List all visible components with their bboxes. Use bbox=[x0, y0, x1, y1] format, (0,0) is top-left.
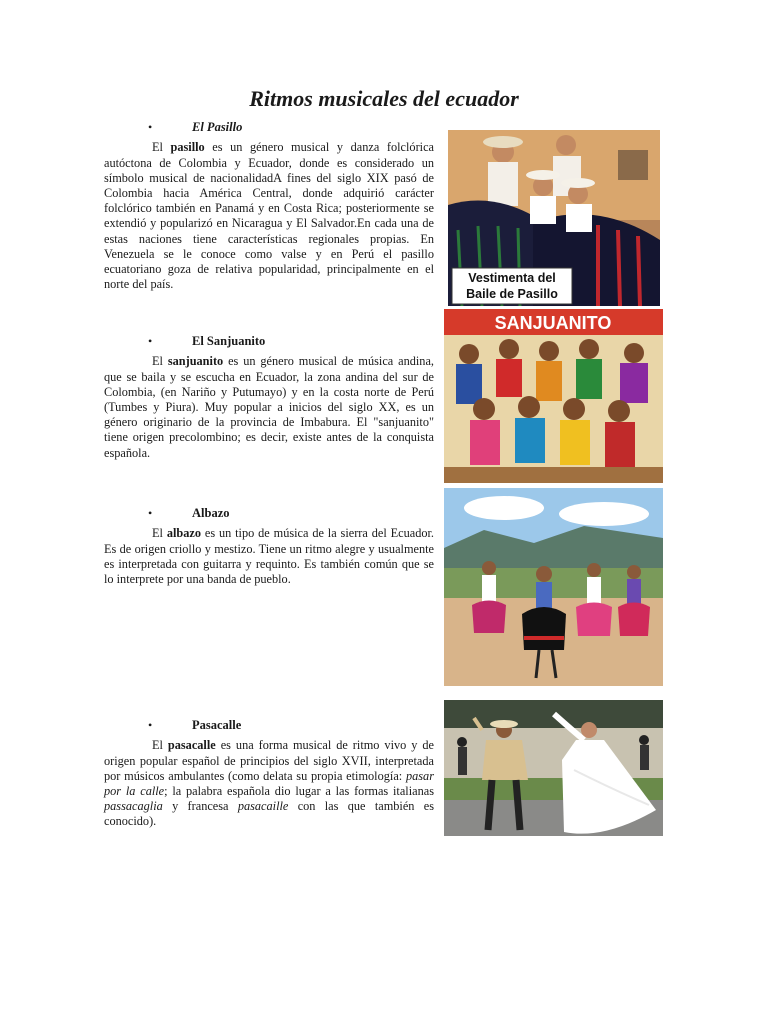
bullet-icon: • bbox=[148, 334, 153, 348]
image-pasillo-dancers bbox=[448, 130, 660, 306]
bullet-icon: • bbox=[148, 120, 153, 134]
page-title: Ritmos musicales del ecuador bbox=[249, 86, 519, 111]
painting-title: SANJUANITO bbox=[494, 313, 612, 333]
image-pasacalle-dancers bbox=[444, 700, 663, 836]
bullet-icon: • bbox=[148, 718, 153, 732]
image-albazo-dancers bbox=[444, 488, 663, 686]
bullet-icon: • bbox=[148, 506, 153, 520]
image-sanjuanito-painting bbox=[444, 309, 663, 483]
caption-line-2: Baile de Pasillo bbox=[466, 287, 558, 301]
paragraph-pasillo: El pasillo es un género musical y danza folclórica autóctona de Colombia y Ecuador, donde es considerado un símbolo musical de nacionalidadA fines del siglo XIX pasó de Colombia hacia América Central, donde adquirió carácter folclórico también en Panamá y en Costa Rica; posteriormente se extendió y popularizó en Nicaragua y El Salvador.En cada una de estas naciones tiene características regionales propias. En Venezuela se le conoce como valse y en Perú el pasillo ecuatoriano goza de relativa popularidad, principalmente en el norte del país. bbox=[104, 140, 434, 292]
caption-line-1: Vestimenta del bbox=[468, 271, 556, 285]
paragraph-pasacalle: El pasacalle es una forma musical de ritmo vivo y de origen popular español de principios del siglo XVII, interpretada por músicos ambulantes (como delata su propia etimología: pasar por la calle; la palabra española dio lugar a las formas italianas passacaglia y francesa pasacaille con las que también es conocido). bbox=[104, 738, 434, 829]
paragraph-albazo: El albazo es un tipo de música de la sierra del Ecuador. Es de origen criollo y mestizo. Tiene un ritmo alegre y usualmente es interpretada con guitarra y requinto. Es también común que se lo interprete por una banda de pueblo. bbox=[104, 526, 434, 586]
paragraph-sanjuanito: El sanjuanito es un género musical de música andina, que se baila y se escucha en Ecuador, la zona andina del sur de Colombia, (en Nariño y Putumayo) y en la costa norte de Perú (Tumbes y Piura). Muy popular a inicios del siglo XX, es un género originario de la provincia de Imbabura. El "sanjuanito" tiene origen precolombino; es decir, existe antes de la conquista española. bbox=[104, 354, 434, 460]
